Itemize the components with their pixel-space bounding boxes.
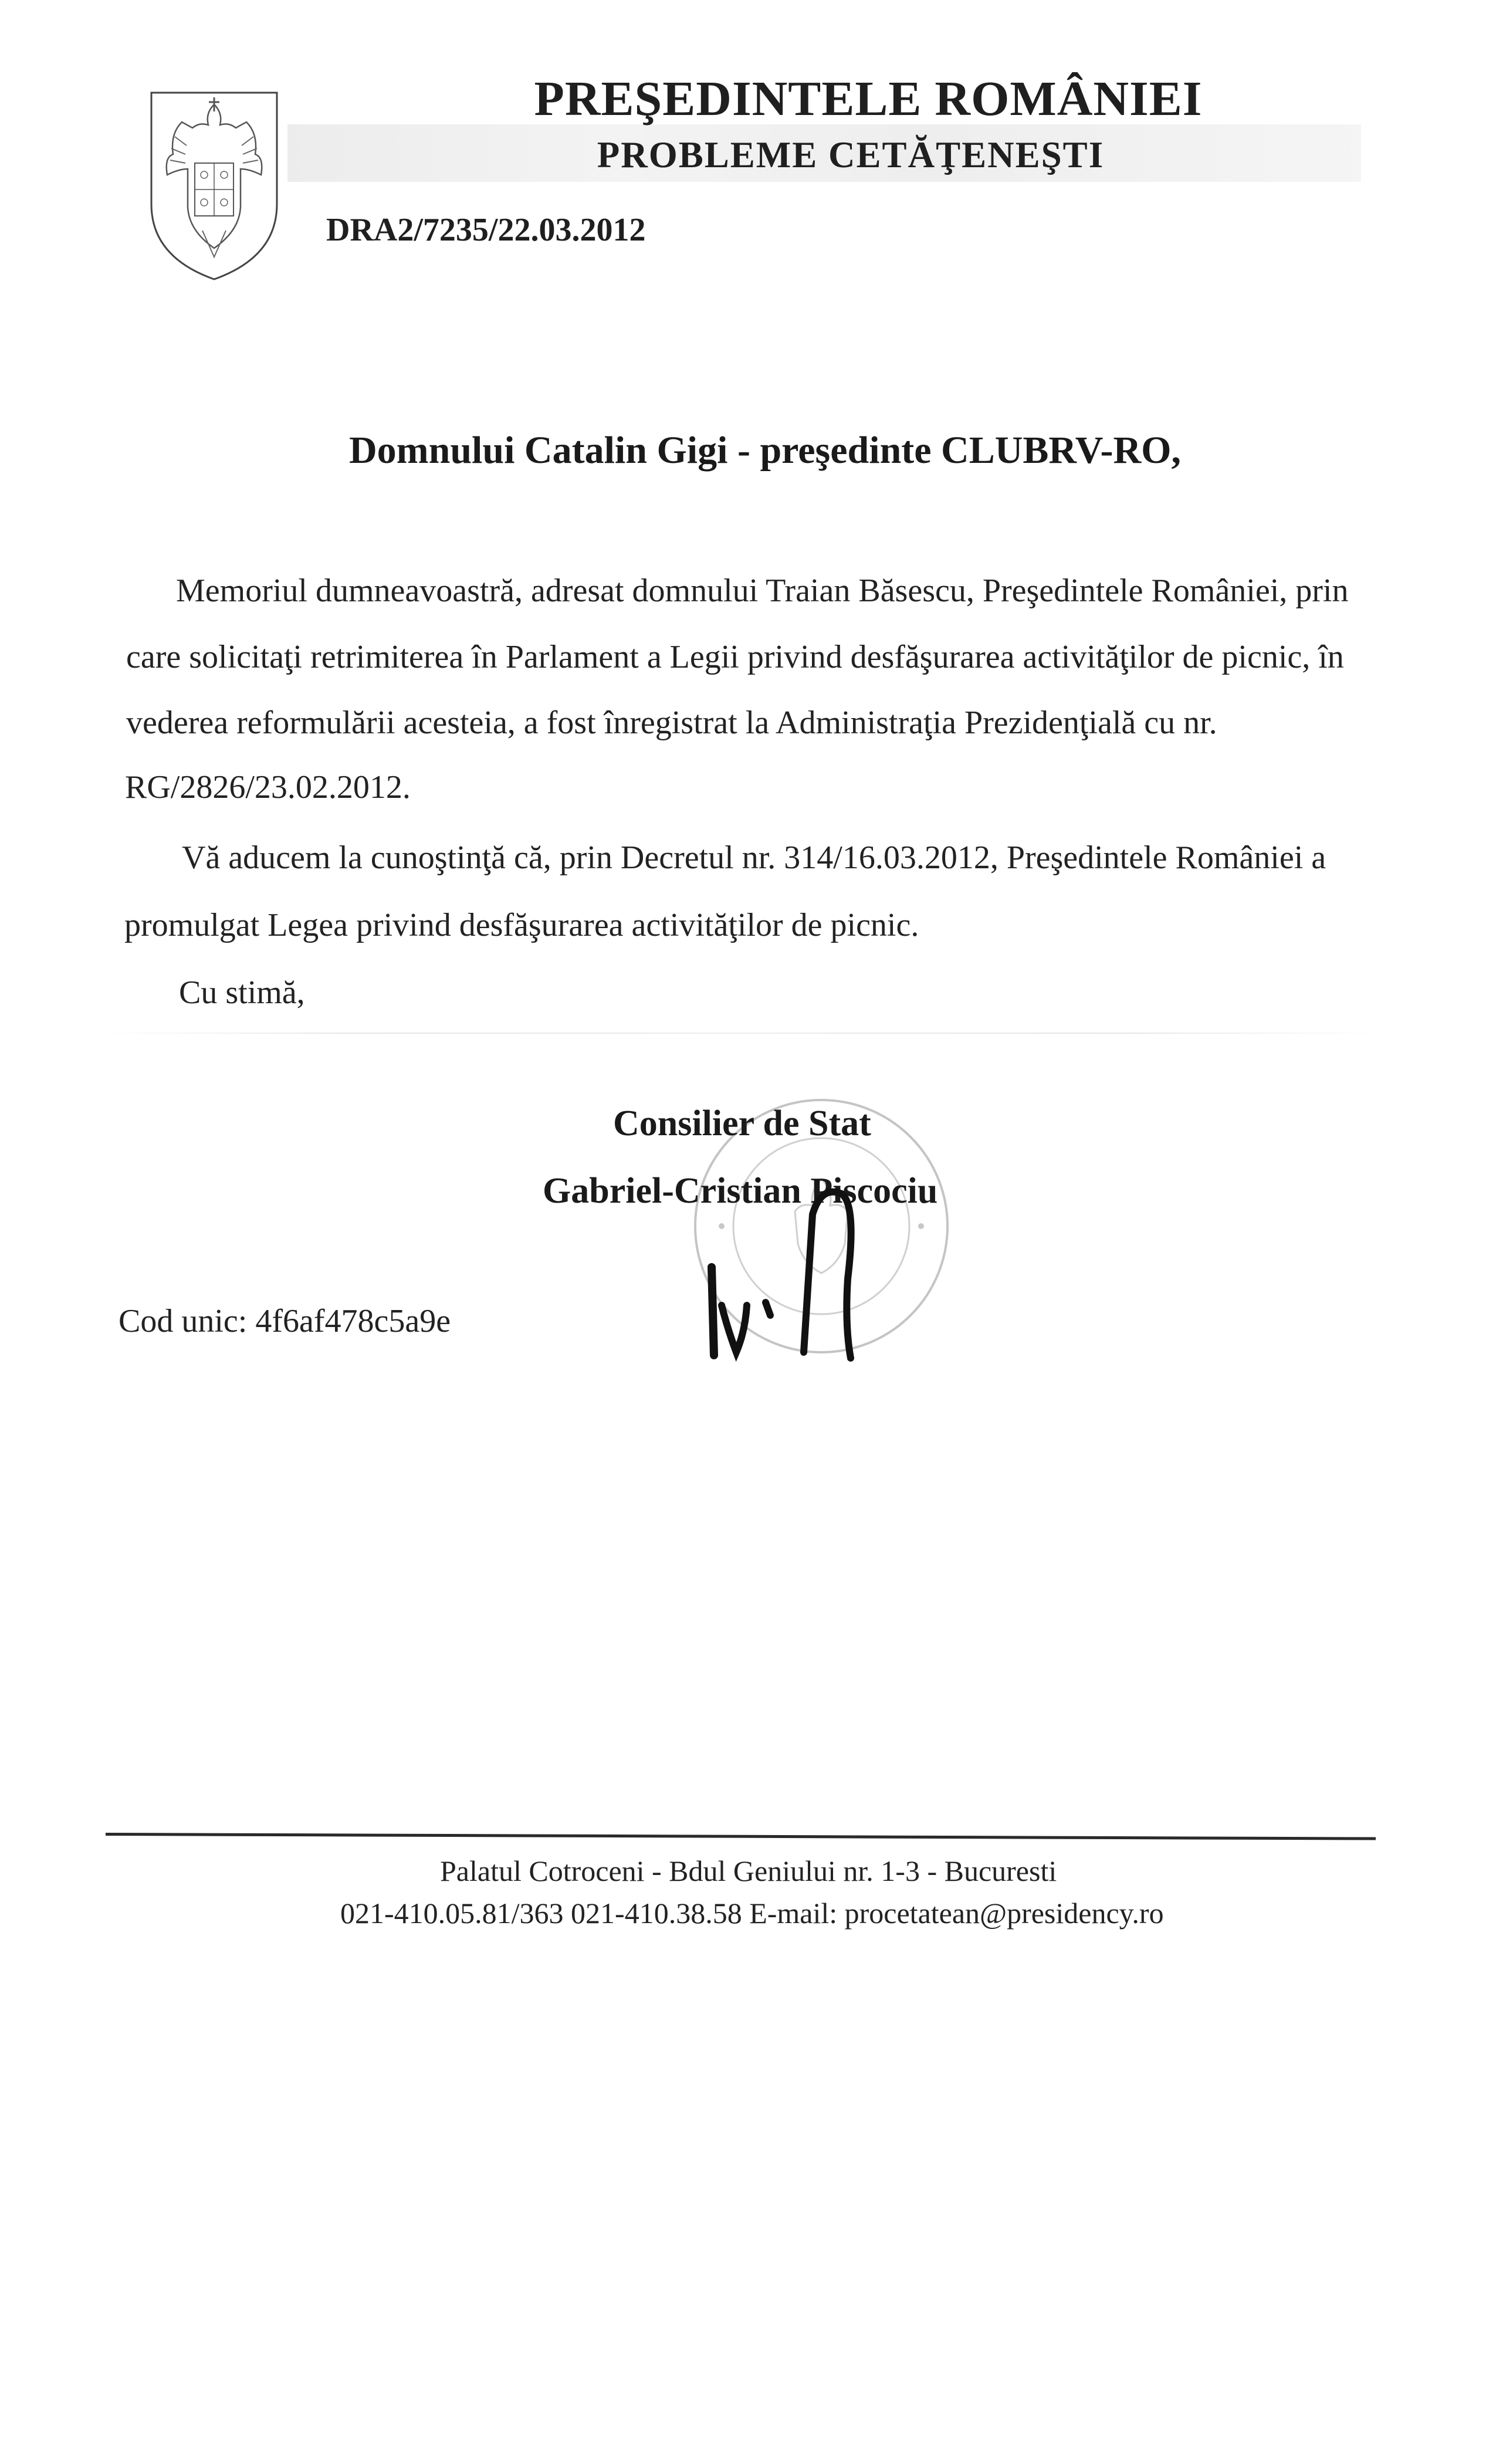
closing: Cu stimă, <box>179 974 305 1011</box>
paragraph-1-line-1: Memoriul dumneavoastră, adresat domnului Traian Băsescu, Preşedintele României, prin <box>176 573 1349 609</box>
faint-divider <box>94 1033 1385 1034</box>
registration-number: DRA2/7235/22.03.2012 <box>326 212 646 248</box>
paragraph-2-line-1: Vă aducem la cunoştinţă că, prin Decretul nr. 314/16.03.2012, Preşedintele României a <box>182 840 1326 876</box>
handwritten-signature <box>701 1179 895 1373</box>
addressee: Domnului Catalin Gigi - preşedinte CLUBRV-RO, <box>349 429 1182 472</box>
footer-contact: 021-410.05.81/363 021-410.38.58 E-mail: procetatean@presidency.ro <box>340 1897 1164 1930</box>
signatory-name: Gabriel-Cristian Piscociu <box>543 1171 938 1211</box>
paragraph-1-line-3: vederea reformulării acesteia, a fost înregistrat la Administraţia Prezidenţială cu nr. <box>126 705 1217 741</box>
signatory-title: Consilier de Stat <box>613 1104 871 1143</box>
paragraph-2-line-2: promulgat Legea privind desfăşurarea activităţilor de picnic. <box>124 907 919 943</box>
paragraph-1-line-4: RG/2826/23.02.2012. <box>125 769 411 805</box>
unique-code: Cod unic: 4f6af478c5a9e <box>119 1303 451 1339</box>
footer-divider <box>106 1833 1376 1840</box>
romania-coat-of-arms-icon <box>147 81 282 283</box>
paragraph-1-line-2: care solicitaţi retrimiterea în Parlament a Legii privind desfăşurarea activităţilor de picnic, în <box>126 639 1344 675</box>
footer-address: Palatul Cotroceni - Bdul Geniului nr. 1-3 - Bucuresti <box>440 1854 1057 1887</box>
page-subtitle: PROBLEME CETĂŢENEŞTI <box>597 134 1105 175</box>
page-title: PREŞEDINTELE ROMÂNIEI <box>534 72 1203 126</box>
